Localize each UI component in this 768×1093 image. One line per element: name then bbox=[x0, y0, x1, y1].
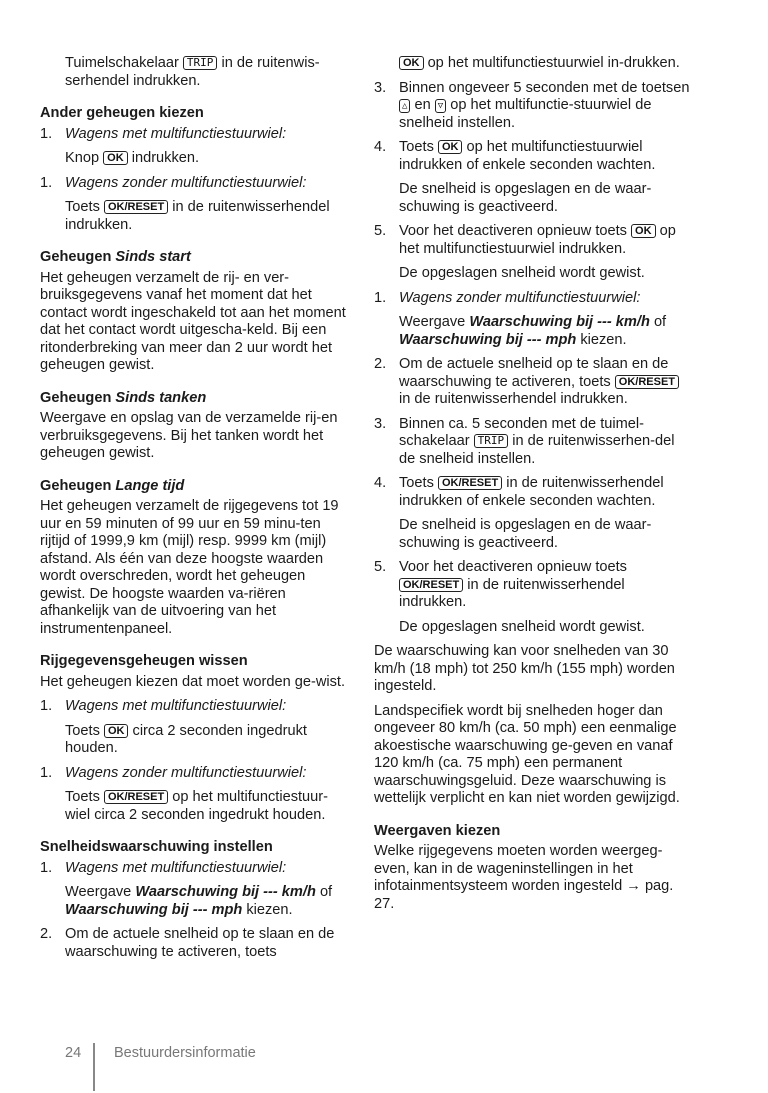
heading-lange-tijd: Geheugen Lange tijd bbox=[40, 477, 185, 494]
ok-key-icon: OK bbox=[399, 56, 424, 70]
arrow-up-key-icon: △ bbox=[399, 99, 410, 113]
section-title: Bestuurdersinformatie bbox=[114, 1045, 256, 1061]
footer-divider bbox=[93, 1043, 95, 1091]
ok-reset-key-icon: OK/RESET bbox=[615, 375, 679, 389]
ok-reset-key-icon: OK/RESET bbox=[438, 476, 502, 490]
heading-sinds-tanken: Geheugen Sinds tanken bbox=[40, 389, 207, 406]
page-reference-link[interactable]: → pag. 27. bbox=[374, 878, 674, 912]
heading-snelheidswaarschuwing: Snelheidswaarschuwing instellen bbox=[40, 839, 273, 855]
list-item: 3. Binnen ca. 5 seconden met de tuimel-schakelaar TRIP in de ruitenwisserhen-del de snelheid instellen. bbox=[374, 415, 675, 467]
heading-ander-geheugen: Ander geheugen kiezen bbox=[40, 105, 204, 121]
heading-sinds-start: Geheugen Sinds start bbox=[40, 249, 191, 265]
list-subitem: De snelheid is opgeslagen en de waar-schuwing is geactiveerd. bbox=[399, 181, 652, 215]
list-item: 1. Wagens zonder multifunctiestuurwiel: bbox=[374, 289, 641, 306]
paragraph: De waarschuwing kan voor snelheden van 30 km/h (18 mph) tot 250 km/h (155 mph) worden ingesteld. bbox=[374, 643, 675, 694]
list-subitem: Toets OK/RESET op het multifunctiestuur-wiel circa 2 seconden ingedrukt houden. bbox=[65, 789, 328, 823]
list-item: 1. Wagens met multifunctiestuurwiel: bbox=[40, 859, 287, 876]
left-column bbox=[40, 55, 352, 968]
paragraph: Welke rijgegevens moeten worden weergeg-even, kan in de wageninstellingen in het infotainmentsysteem worden ingesteld → pag. 27. bbox=[374, 843, 674, 912]
paragraph: Weergave en opslag van de verzamelde rij-en verbruiksgegevens. Bij het tanken wordt het geheugen gewist. bbox=[40, 410, 338, 461]
list-item: 4. Toets OK/RESET in de ruitenwisserhendel indrukken of enkele seconden wachten. bbox=[374, 475, 664, 509]
right-column bbox=[374, 55, 692, 920]
ok-key-icon: OK bbox=[438, 140, 463, 154]
list-subitem: Toets OK circa 2 seconden ingedrukt houden. bbox=[65, 722, 307, 756]
ok-key-icon: OK bbox=[104, 724, 129, 738]
heading-geheugen-wissen: Rijgegevensgeheugen wissen bbox=[40, 653, 248, 669]
ok-reset-key-icon: OK/RESET bbox=[399, 578, 463, 592]
trip-key-icon: TRIP bbox=[183, 56, 218, 70]
list-item: 1. Wagens zonder multifunctiestuurwiel: bbox=[40, 174, 307, 191]
page-number: 24 bbox=[65, 1045, 82, 1061]
intro-paragraph: Tuimelschakelaar TRIP in de ruitenwis-serhendel indrukken. bbox=[65, 55, 320, 89]
list-subitem: Weergave Waarschuwing bij --- km/h of Waarschuwing bij --- mph kiezen. bbox=[399, 314, 667, 348]
list-item: 4. Toets OK op het multifunctiestuurwiel indrukken of enkele seconden wachten. bbox=[374, 139, 656, 173]
list-item: 2. Om de actuele snelheid op te slaan en de waarschuwing te activeren, toets bbox=[40, 926, 335, 960]
list-item: 1. Wagens met multifunctiestuurwiel: bbox=[40, 698, 287, 714]
list-subitem: De opgeslagen snelheid wordt gewist. bbox=[399, 618, 645, 635]
list-continuation: OK op het multifunctiestuurwiel in-drukken. bbox=[399, 55, 692, 73]
paragraph: Het geheugen verzamelt de rijgegevens tot 19 uur en 59 minuten of 99 uur en 59 minu-ten rijtijd of 1999,9 km (mijl) resp. 9999 km (mijl) afstand. Als één van deze hoogste waarden wordt overschreden, wordt het geheugen gewist. De hoogste waarden va-riëren afhankelijk van de uitvoering van het instrumentenpaneel. bbox=[40, 498, 339, 637]
list-item: 2. Om de actuele snelheid op te slaan en de waarschuwing te activeren, toets OK/RESET in de ruitenwisserhendel indrukken. bbox=[374, 356, 692, 409]
paragraph: Het geheugen kiezen dat moet worden ge-wist. bbox=[40, 673, 346, 690]
list-item: 1. Wagens zonder multifunctiestuurwiel: bbox=[40, 764, 307, 781]
ok-reset-key-icon: OK/RESET bbox=[104, 790, 168, 804]
paragraph: Het geheugen verzamelt de rij- en ver-bruiksgegevens vanaf het moment dat het contact wordt ingeschakeld tot aan het moment dat het contact wordt uitgescha-keld. Bij een ritonderbreking van meer dan 2 uur wordt het geheugen gewist. bbox=[40, 269, 346, 373]
list-item: 3. Binnen ongeveer 5 seconden met de toetsen △ en ▽ op het multifunctie-stuurwiel de snelheid instellen. bbox=[374, 79, 690, 131]
page-footer bbox=[40, 1043, 340, 1093]
list-subitem: Weergave Waarschuwing bij --- km/h of Waarschuwing bij --- mph kiezen. bbox=[65, 884, 333, 918]
trip-key-icon: TRIP bbox=[474, 434, 509, 448]
list-subitem: Toets OK/RESET in de ruitenwisserhendel indrukken. bbox=[65, 199, 330, 233]
list-item: 1. Wagens met multifunctiestuurwiel: bbox=[40, 125, 287, 142]
arrow-down-key-icon: ▽ bbox=[435, 99, 446, 113]
list-subitem: De opgeslagen snelheid wordt gewist. bbox=[399, 265, 645, 281]
ok-key-icon: OK bbox=[631, 224, 656, 238]
heading-weergaven-kiezen: Weergaven kiezen bbox=[374, 822, 501, 839]
ok-key-icon: OK bbox=[103, 151, 128, 165]
list-subitem: Knop OK indrukken. bbox=[65, 150, 200, 166]
paragraph: Landspecifiek wordt bij snelheden hoger dan ongeveer 80 km/h (ca. 50 mph) een eenmalige akoestische waarschuwing ge-geven en vanaf 120 km/h (ca. 75 mph) een permanent waarschuwingsgeluid. Deze waarschuwing is wettelijk verplicht en kan niet worden gewijzigd. bbox=[374, 702, 680, 806]
list-item: 5. Voor het deactiveren opnieuw toets OK op het multifunctiestuurwiel indrukken. bbox=[374, 223, 676, 257]
list-subitem: De snelheid is opgeslagen en de waar-schuwing is geactiveerd. bbox=[399, 517, 652, 551]
list-item: 5. Voor het deactiveren opnieuw toets OK/RESET in de ruitenwisserhendel indrukken. bbox=[374, 559, 627, 610]
ok-reset-key-icon: OK/RESET bbox=[104, 200, 168, 214]
